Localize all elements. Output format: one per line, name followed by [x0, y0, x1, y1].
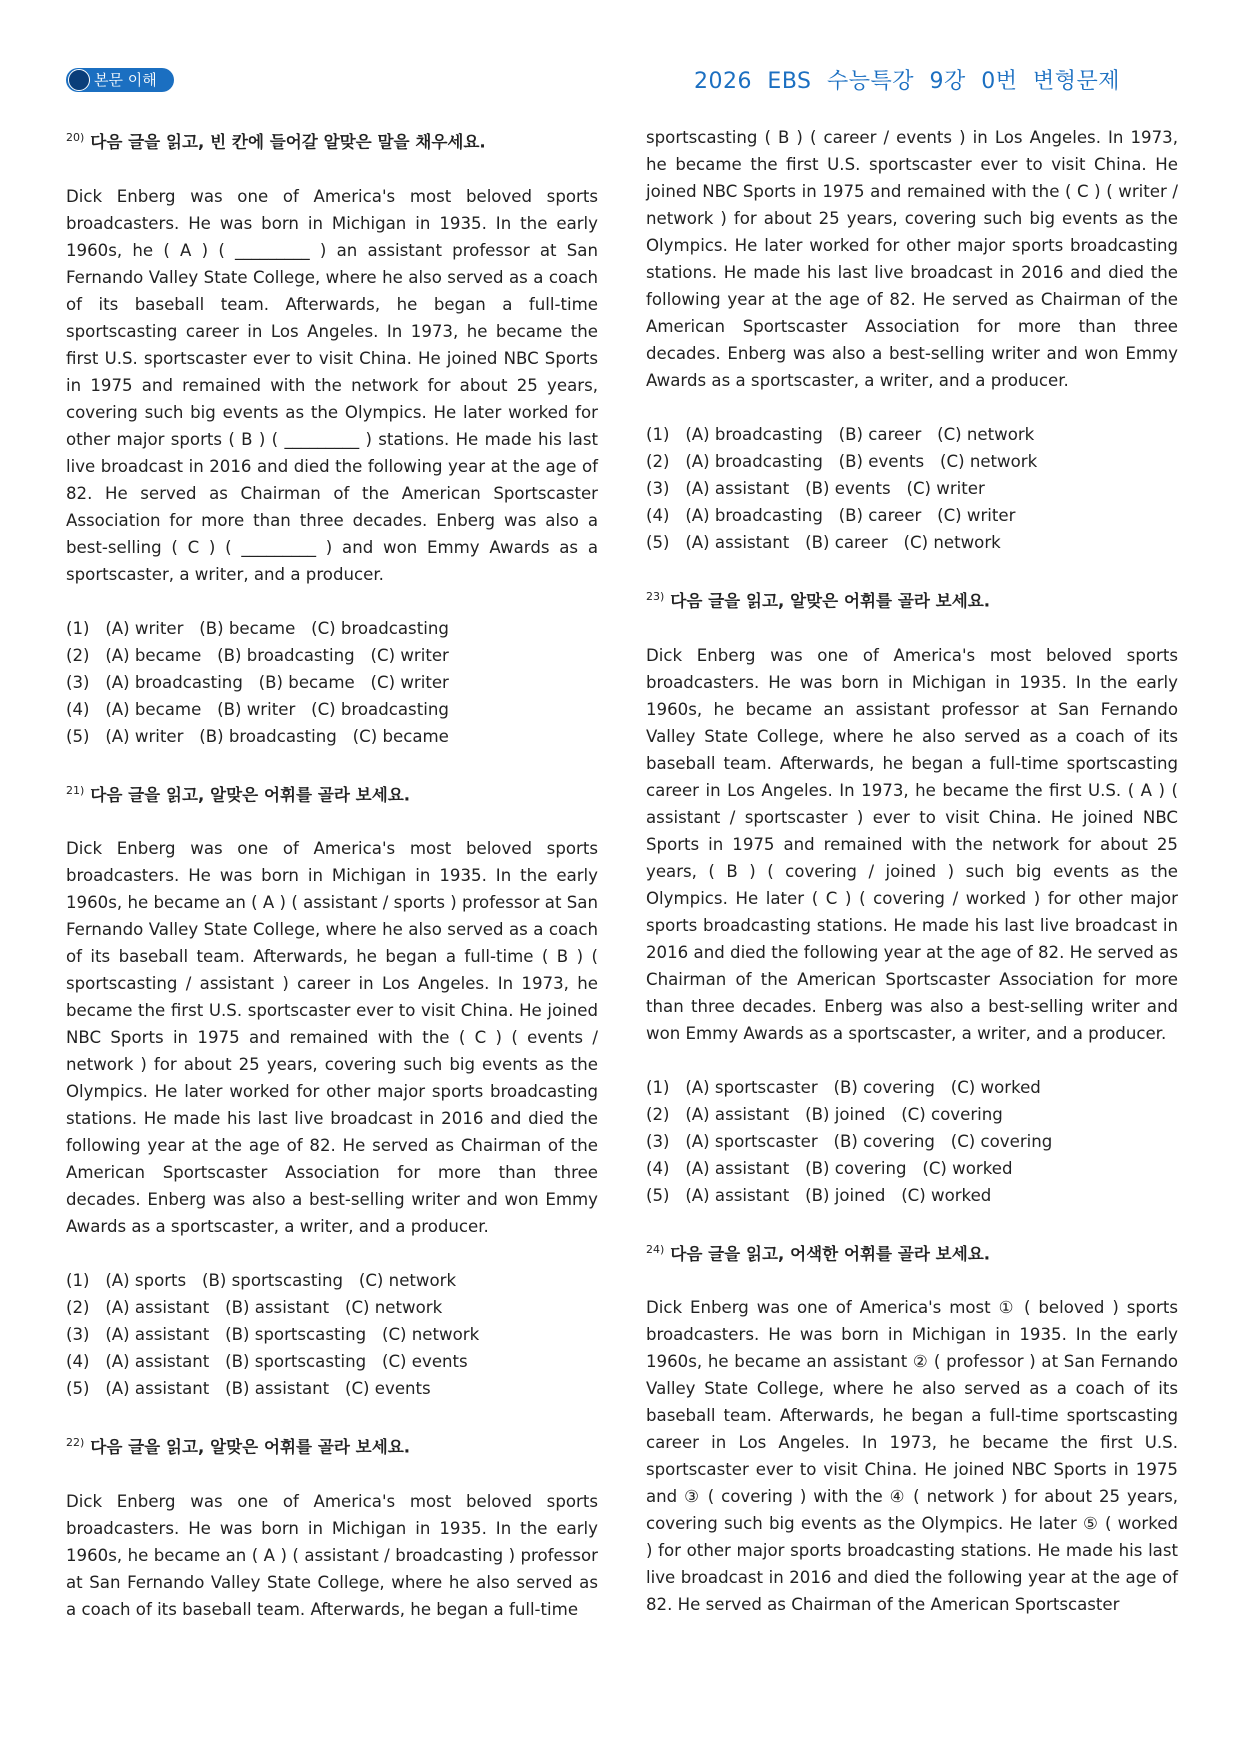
question-number: 24): [646, 1242, 665, 1256]
page-title: 2026 EBS 수능특강 9강 0번 변형문제: [693, 69, 1120, 94]
choice-item[interactable]: (5) (A) assistant (B) joined (C) worked: [646, 1185, 992, 1205]
question-22: [66, 1429, 598, 1623]
question-24: [646, 1236, 1178, 1619]
passage: sportscasting ( B ) ( career / events ) in Los Angeles. In 1973, he became the first U.S. sportscaster ever to visit China. He joined NBC Sports in 1975 and remained with the ( C ) ( writer / network ) for about 25 years, covering such big events as the Olympics. He later worked for other major sports broadcasting stations. He made his last live broadcast in 2016 and died the following year at the age of 82. He served as Chairman of the American Sportscaster Association for more than three decades. Enberg was also a best-selling writer and won Emmy Awards as a sportscaster, a writer, and a producer.: [646, 128, 1178, 390]
passage: Dick Enberg was one of America's most beloved sports broadcasters. He was born in Michigan in 1935. In the early 1960s, he became an ( A ) ( assistant / sports ) professor at San Fernando Valley State College, where he also served as a coach of its baseball team. Afterwards, he began a full-time ( B ) ( sportscasting / assistant ) career in Los Angeles. In 1973, he became the first U.S. sportscaster ever to visit China. He joined NBC Sports in 1975 and remained with the ( C ) ( events / network ) for about 25 years, covering such big events as the Olympics. He later worked for other major sports broadcasting stations. He made his last live broadcast in 2016 and died the following year at the age of 82. He served as Chairman of the American Sportscaster Association for more than three decades. Enberg was also a best-selling writer and won Emmy Awards as a sportscaster, a writer, and a producer.: [66, 839, 598, 1237]
question-21: [66, 777, 598, 1403]
question-instruction: 다음 글을 읽고, 빈 칸에 들어갈 알맞은 말을 채우세요.: [90, 132, 486, 152]
section-badge-label: 본문 이해: [94, 71, 157, 89]
question-number: 20): [66, 131, 85, 144]
choice-item[interactable]: (3) (A) broadcasting (B) became (C) writer: [66, 672, 449, 692]
passage: Dick Enberg was one of America's most beloved sports broadcasters. He was born in Michigan in 1935. In the early 1960s, he became an ( A ) ( assistant / broadcasting ) professor at San Fernando Valley State College, where he also served as a coach of its baseball team. Afterwards, he began a full-time: [66, 1491, 598, 1619]
question-23: [646, 583, 1178, 1209]
question-title: [646, 583, 1178, 615]
choice-item[interactable]: (5) (A) writer (B) broadcasting (C) became: [66, 726, 449, 746]
left-column: [66, 124, 598, 1650]
choice-item[interactable]: (4) (A) became (B) writer (C) broadcasting: [66, 699, 449, 719]
passage: Dick Enberg was one of America's most ① ( beloved ) sports broadcasters. He was born in Michigan in 1935. In the early 1960s, he became an assistant ② ( professor ) at San Fernando Valley State College, where he also served as a coach of its baseball team. Afterwards, he began a full-time sportscasting career in Los Angeles. In 1973, he became the first U.S. sportscaster ever to visit China. He joined NBC Sports in 1975 and ③ ( covering ) with the ④ ( network ) for about 25 years, covering such big events as the Olympics. He later ⑤ ( worked ) for other major sports broadcasting stations. He made his last live broadcast in 2016 and died the following year at the age of 82. He served as Chairman of the American Sportscaster: [646, 1298, 1178, 1615]
half-circle-icon: [68, 69, 90, 91]
choice-list: [66, 1267, 598, 1402]
passage: Dick Enberg was one of America's most beloved sports broadcasters. He was born in Michigan in 1935. In the early 1960s, he became an assistant professor at San Fernando Valley State College, where he also served as a coach of its baseball team. Afterwards, he began a full-time sportscasting career in Los Angeles. In 1973, he became the first U.S. ( A ) ( assistant / sportscaster ) ever to visit China. He joined NBC Sports in 1975 and remained with the network for about 25 years, ( B ) ( covering / joined ) such big events as the Olympics. He later ( C ) ( covering / worked ) for other major sports broadcasting stations. He made his last live broadcast in 2016 and died the following year at the age of 82. He served as Chairman of the American Sportscaster Association for more than three decades. Enberg was also a best-selling writer and won Emmy Awards as a sportscaster, a writer, and a producer.: [646, 645, 1178, 1043]
choice-item[interactable]: (1) (A) sports (B) sportscasting (C) network: [66, 1271, 457, 1291]
choice-item[interactable]: (4) (A) assistant (B) sportscasting (C) events: [66, 1352, 468, 1372]
question-22-continued: [646, 124, 1178, 556]
choice-item[interactable]: (5) (A) assistant (B) assistant (C) events: [66, 1379, 431, 1399]
choice-list: [646, 1074, 1178, 1209]
choice-item[interactable]: (3) (A) sportscaster (B) covering (C) covering: [646, 1131, 1053, 1151]
choice-item[interactable]: (5) (A) assistant (B) career (C) network: [646, 533, 1001, 552]
passage: Dick Enberg was one of America's most beloved sports broadcasters. He was born in Michigan in 1935. In the early 1960s, he ( A ) ( _________ ) an assistant professor at San Fernando Valley State College, where he also served as a coach of its baseball team. Afterwards, he began a full-time sportscasting career in Los Angeles. In 1973, he became the first U.S. sportscaster ever to visit China. He joined NBC Sports in 1975 and remained with the network for about 25 years, covering such big events as the Olympics. He later worked for other major sports ( B ) ( _________ ) stations. He made his last live broadcast in 2016 and died the following year at the age of 82. He served as Chairman of the American Sportscaster Association for more than three decades. Enberg was also a best-selling ( C ) ( _________ ) and won Emmy Awards as a sportscaster, a writer, and a producer.: [66, 186, 598, 584]
question-number: 23): [646, 590, 665, 603]
choice-item[interactable]: (3) (A) assistant (B) sportscasting (C) network: [66, 1325, 480, 1345]
choice-item[interactable]: (1) (A) writer (B) became (C) broadcasting: [66, 618, 449, 638]
choice-item[interactable]: (2) (A) broadcasting (B) events (C) network: [646, 452, 1038, 471]
choice-list: [66, 615, 598, 750]
question-title: [66, 777, 598, 809]
question-instruction: 다음 글을 읽고, 알맞은 어휘를 골라 보세요.: [90, 785, 411, 805]
choice-item[interactable]: (1) (A) broadcasting (B) career (C) network: [646, 425, 1035, 444]
choice-item[interactable]: (2) (A) assistant (B) assistant (C) network: [66, 1298, 443, 1318]
question-20: [66, 124, 598, 750]
choice-item[interactable]: (4) (A) broadcasting (B) career (C) writer: [646, 506, 1016, 525]
question-number: 21): [66, 783, 85, 797]
section-badge: [66, 68, 174, 92]
question-number: 22): [66, 1436, 85, 1450]
choice-item[interactable]: (2) (A) assistant (B) joined (C) covering: [646, 1104, 1003, 1124]
page-header: [66, 60, 1180, 100]
question-instruction: 다음 글을 읽고, 어색한 어휘를 골라 보세요.: [670, 1244, 991, 1264]
question-title: [646, 1236, 1178, 1268]
choice-item[interactable]: (2) (A) became (B) broadcasting (C) writer: [66, 645, 449, 665]
choice-list: [646, 421, 1178, 556]
question-instruction: 다음 글을 읽고, 알맞은 어휘를 골라 보세요.: [670, 591, 991, 611]
choice-item[interactable]: (1) (A) sportscaster (B) covering (C) worked: [646, 1077, 1041, 1097]
question-title: [66, 124, 598, 156]
choice-item[interactable]: (4) (A) assistant (B) covering (C) worked: [646, 1158, 1013, 1178]
right-column: [646, 124, 1178, 1645]
question-instruction: 다음 글을 읽고, 알맞은 어휘를 골라 보세요.: [90, 1437, 411, 1457]
choice-item[interactable]: (3) (A) assistant (B) events (C) writer: [646, 479, 985, 498]
question-title: [66, 1429, 598, 1461]
